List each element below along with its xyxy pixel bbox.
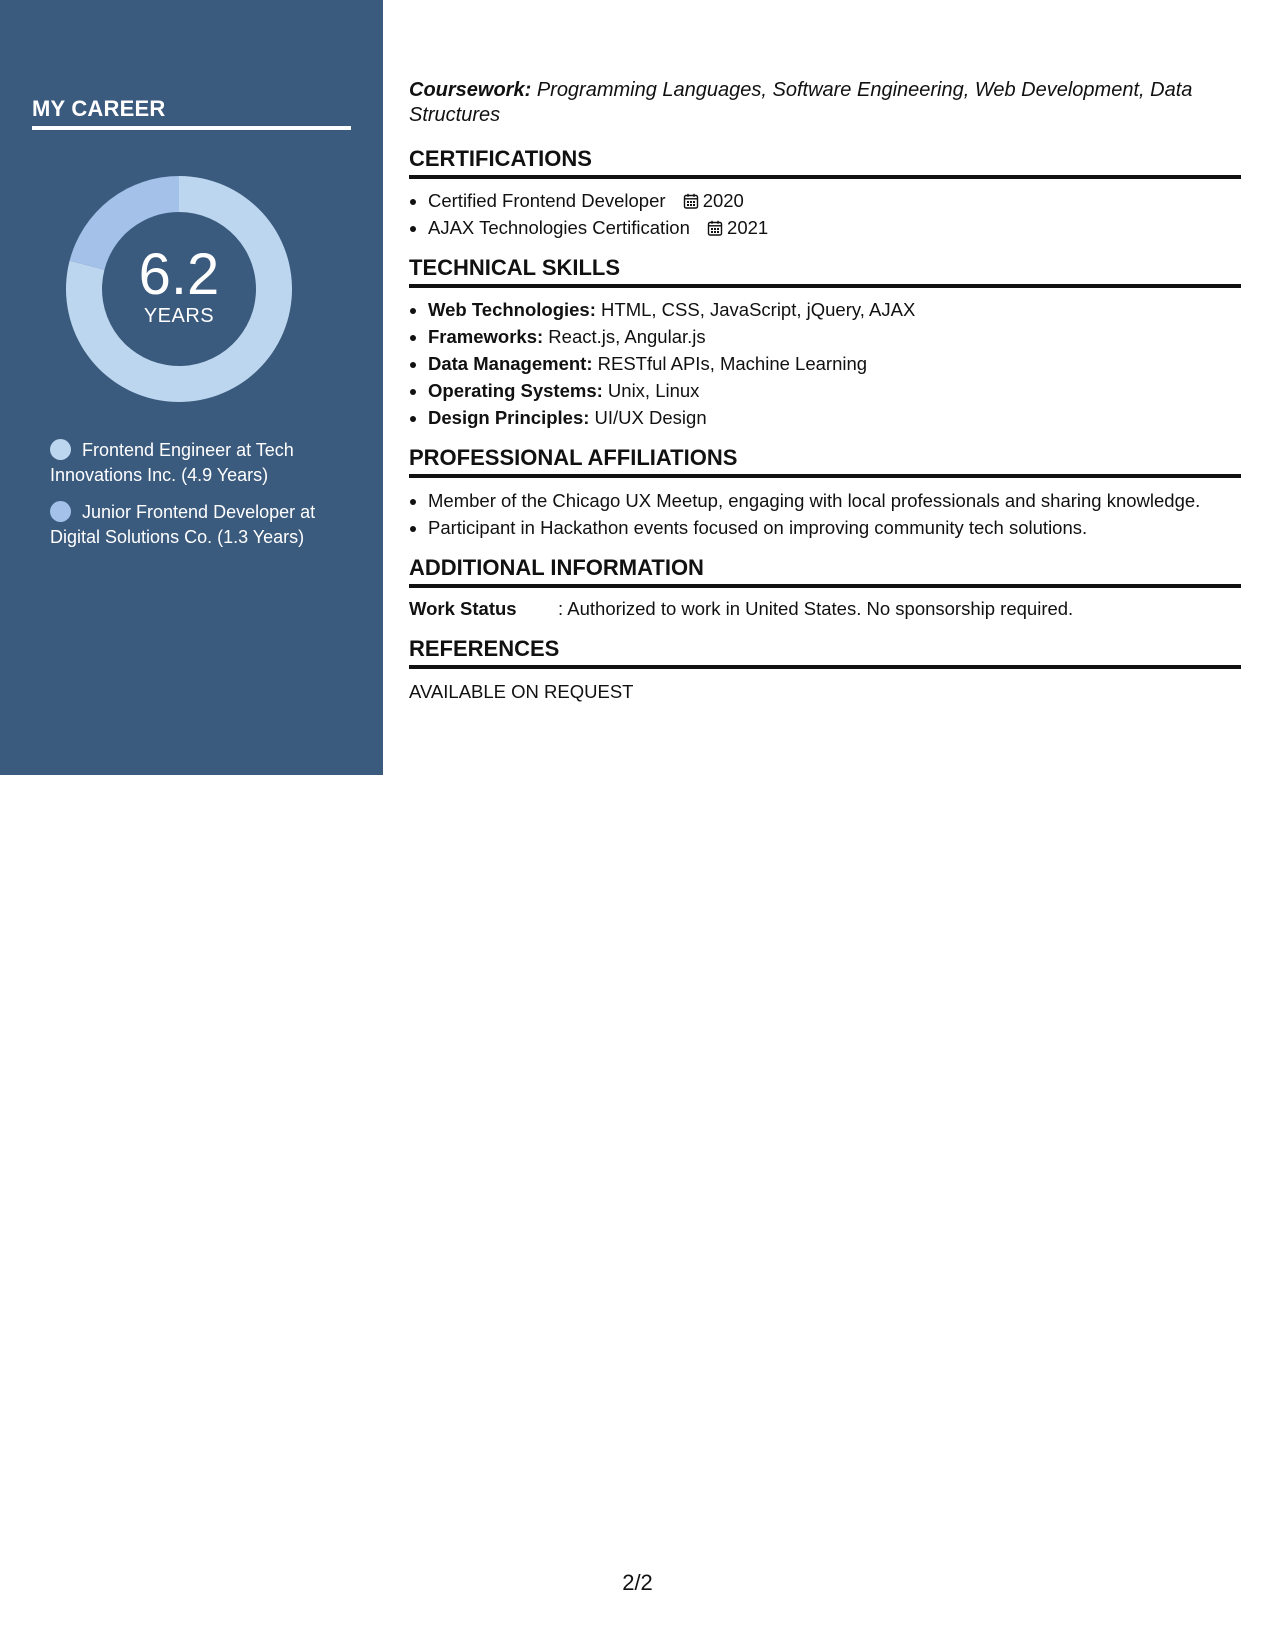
skill-label: Frameworks:	[428, 326, 544, 347]
career-donut-chart	[66, 176, 292, 402]
additional-info-section	[409, 555, 1241, 622]
skill-value: React.js, Angular.js	[548, 326, 706, 347]
legend-item-label: Frontend Engineer at Tech Innovations Inc. (4.9 Years)	[50, 440, 294, 485]
references-title: REFERENCES	[409, 636, 1241, 669]
skill-label: Operating Systems:	[428, 380, 603, 401]
skill-label: Design Principles:	[428, 407, 590, 428]
certifications-title: CERTIFICATIONS	[409, 146, 1241, 179]
calendar-icon	[707, 220, 723, 236]
legend-item	[50, 438, 350, 488]
references-text: AVAILABLE ON REQUEST	[409, 681, 634, 702]
career-sidebar	[0, 0, 383, 775]
coursework	[409, 78, 1241, 128]
certifications-section	[409, 146, 1241, 241]
technical-skills-section	[409, 255, 1241, 431]
total-years-unit: YEARS	[143, 305, 215, 327]
additional-info-title: ADDITIONAL INFORMATION	[409, 555, 1241, 588]
list-item	[428, 214, 1241, 241]
technical-skills-list	[409, 296, 1241, 431]
skill-value: HTML, CSS, JavaScript, jQuery, AJAX	[601, 299, 916, 320]
work-status-label: Work Status	[409, 598, 517, 619]
certification-name: AJAX Technologies Certification	[428, 217, 690, 238]
affiliations-list	[409, 487, 1241, 541]
resume-main	[409, 78, 1241, 719]
affiliations-title: PROFESSIONAL AFFILIATIONS	[409, 445, 1241, 478]
certification-name: Certified Frontend Developer	[428, 190, 666, 211]
list-item: • Participant in Hackathon events focused on improving community tech solutions.	[428, 514, 1241, 541]
work-status-row	[409, 596, 1241, 622]
affiliations-section	[409, 445, 1241, 541]
legend-item	[50, 500, 350, 550]
list-item	[428, 323, 1241, 350]
legend-swatch-dot-icon	[50, 439, 71, 460]
coursework-label: Coursework:	[409, 79, 532, 101]
technical-skills-title: TECHNICAL SKILLS	[409, 255, 1241, 288]
skill-label: Data Management:	[428, 353, 593, 374]
list-item	[428, 296, 1241, 323]
list-item: • Member of the Chicago UX Meetup, engaging with local professionals and sharing knowledge.	[428, 487, 1241, 514]
skill-label: Web Technologies:	[428, 299, 596, 320]
donut-slices	[66, 176, 292, 402]
references-section	[409, 636, 1241, 705]
skill-value: Unix, Linux	[607, 380, 700, 401]
list-item	[428, 187, 1241, 214]
legend-swatch-dot-icon	[50, 501, 71, 522]
page-number: 2/2	[622, 1570, 653, 1595]
list-item	[428, 350, 1241, 377]
legend-item-label: Junior Frontend Developer at Digital Solutions Co. (1.3 Years)	[50, 502, 316, 547]
skill-value: RESTful APIs, Machine Learning	[597, 353, 868, 374]
career-legend	[50, 438, 350, 562]
work-status-value: : Authorized to work in United States. No sponsorship required.	[558, 598, 1074, 619]
skill-value: UI/UX Design	[594, 407, 707, 428]
certification-year: 2020	[702, 190, 744, 211]
total-years-value: 6.2	[138, 242, 220, 307]
calendar-icon	[683, 193, 699, 209]
coursework-text: Programming Languages, Software Engineering, Web Development, Data Structures	[409, 79, 1193, 126]
donut-slice-2	[70, 176, 179, 270]
career-title: MY CAREER	[32, 96, 351, 130]
certifications-list	[409, 187, 1241, 241]
list-item	[428, 377, 1241, 404]
certification-year: 2021	[727, 217, 769, 238]
list-item	[428, 404, 1241, 431]
